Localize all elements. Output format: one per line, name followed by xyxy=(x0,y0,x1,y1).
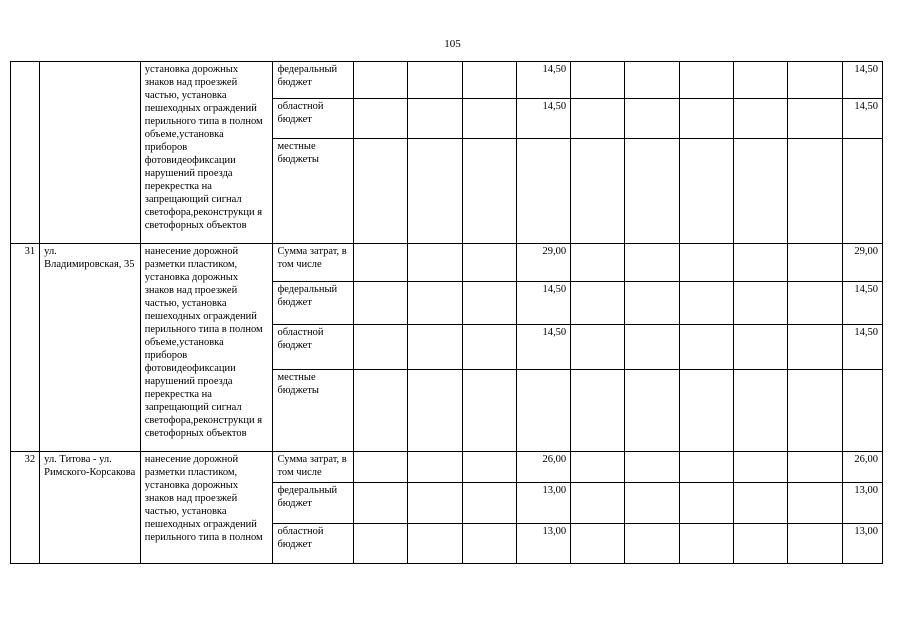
funding-source: областной бюджет xyxy=(273,524,353,564)
measures-cell: нанесение дорожной разметки пластиком, установка дорожных знаков над проезжей частью, установка пешеходных ограждений перильного типа в полном xyxy=(140,452,273,564)
cost-value: 26,00 xyxy=(516,452,570,483)
page-number: 105 xyxy=(444,38,461,50)
cost-value: 14,50 xyxy=(516,99,570,139)
cost-value: 29,00 xyxy=(516,244,570,282)
funding-source: Сумма затрат, в том числе xyxy=(273,244,353,282)
cost-value: 14,50 xyxy=(516,62,570,99)
cost-value xyxy=(516,139,570,244)
address-cell: ул. Титова - ул. Римского-Корсакова xyxy=(40,452,141,564)
total-value: 13,00 xyxy=(842,483,882,524)
funding-source: местные бюджеты xyxy=(273,370,353,452)
table-row xyxy=(11,452,883,483)
total-value: 14,50 xyxy=(842,99,882,139)
row-number xyxy=(11,62,40,244)
table-row xyxy=(11,62,883,99)
address-cell: ул. Владимировская, 35 xyxy=(40,244,141,452)
funding-source: местные бюджеты xyxy=(273,139,353,244)
total-value: 29,00 xyxy=(842,244,882,282)
budget-table xyxy=(10,61,883,564)
cost-value: 14,50 xyxy=(516,325,570,370)
measures-cell: нанесение дорожной разметки пластиком, установка дорожных знаков над проезжей частью, установка пешеходных ограждений перильного типа в полном объеме,установка приборов фотовидеофиксации нарушений проезда перекрестка на запрещающий сигнал светофора,реконструкци я светофорных объектов xyxy=(140,244,273,452)
measures-cell: установка дорожных знаков над проезжей частью, установка пешеходных ограждений перильного типа в полном объеме,установка приборов фотовидеофиксации нарушений проезда перекрестка на запрещающий сигнал светофора,реконструкци я светофорных объектов xyxy=(140,62,273,244)
cost-value: 13,00 xyxy=(516,524,570,564)
total-value xyxy=(842,139,882,244)
funding-source: федеральный бюджет xyxy=(273,282,353,325)
address-cell xyxy=(40,62,141,244)
total-value: 14,50 xyxy=(842,282,882,325)
funding-source: федеральный бюджет xyxy=(273,483,353,524)
table-row xyxy=(11,244,883,282)
row-number: 31 xyxy=(11,244,40,452)
total-value xyxy=(842,370,882,452)
total-value: 14,50 xyxy=(842,62,882,99)
total-value: 14,50 xyxy=(842,325,882,370)
funding-source: областной бюджет xyxy=(273,325,353,370)
funding-source: Сумма затрат, в том числе xyxy=(273,452,353,483)
row-number: 32 xyxy=(11,452,40,564)
funding-source: федеральный бюджет xyxy=(273,62,353,99)
total-value: 13,00 xyxy=(842,524,882,564)
cost-value: 13,00 xyxy=(516,483,570,524)
cost-value xyxy=(516,370,570,452)
funding-source: областной бюджет xyxy=(273,99,353,139)
total-value: 26,00 xyxy=(842,452,882,483)
cost-value: 14,50 xyxy=(516,282,570,325)
